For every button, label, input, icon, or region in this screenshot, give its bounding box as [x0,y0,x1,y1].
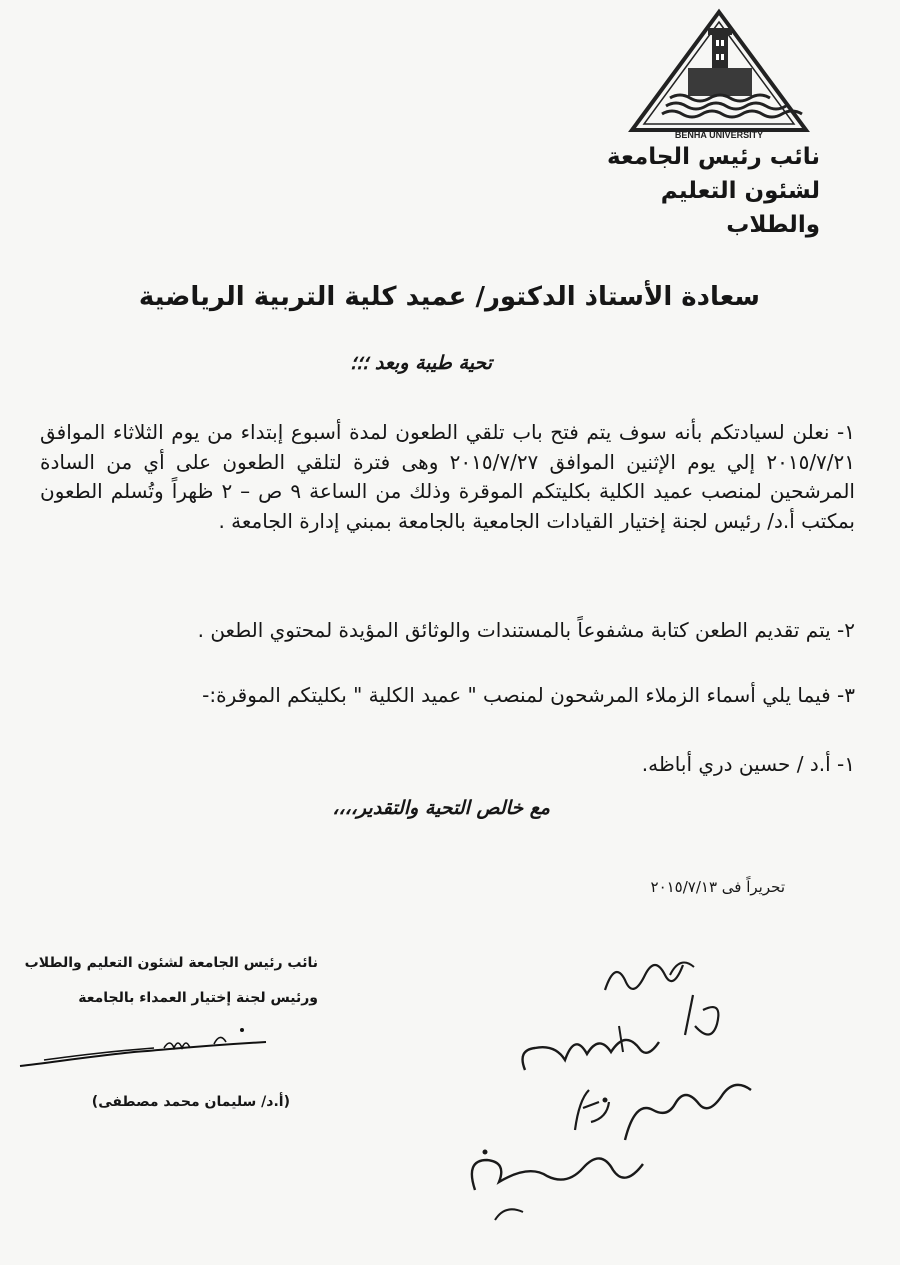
closing-line: مع خالص التحية والتقدير،،،، [332,797,550,819]
signatory-name: (أ.د/ سليمان محمد مصطفى) [91,1094,290,1110]
letterhead-office [560,140,820,242]
logo-caption: BENHA UNIVERSITY [674,130,764,140]
signatory-title-1: نائب رئيس الجامعة لشئون التعليم والطلاب [24,955,318,971]
handwritten-annotation-icon [455,940,775,1240]
body-item-2: ٢- يتم تقديم الطعن كتابة مشفوعاً بالمستندات والوثائق المؤيدة لمحتوي الطعن . [197,618,855,642]
benha-university-logo-icon [626,8,812,142]
handwritten-signature-icon [14,1022,274,1074]
recipient-heading: سعادة الأستاذ الدكتور/ عميد كلية التربية الرياضية [138,282,760,312]
office-line-2: لشئون التعليم والطلاب [660,178,820,238]
date-line: تحريراً فى ٢٠١٥/٧/١٣ [650,878,785,896]
signatory-title-2: ورئيس لجنة إختيار العمداء بالجامعة [78,990,318,1006]
signatory-block [8,946,318,1016]
body-item-3: ٣- فيما يلي أسماء الزملاء المرشحون لمنصب " عميد الكلية " بكليتكم الموقرة:- [202,683,855,707]
greeting: تحية طيبة وبعد ؛؛؛ [350,352,492,374]
office-line-1: نائب رئيس الجامعة [607,144,820,170]
candidate-list-item: ١- أ.د / حسين دري أباظه. [641,752,855,776]
body-item-1: ١- نعلن لسيادتكم بأنه سوف يتم فتح باب تلقي الطعون لمدة أسبوع إبتداء من يوم الثلاثاء الموافق ٢٠١٥/٧/٢١ إلي يوم الإثنين الموافق ٢٠١٥/٧/٢٧ وهى فترة لتلقي الطعون على أي من السادة المرشحين لمنصب عميد الكلية بكليتكم الموقرة وذلك من الساعة ٩ ص – ٢ ظهراً وتُسلم الطعون بمكتب أ.د/ رئيس لجنة إختيار القيادات الجامعية بالجامعة بمبني إدارة الجامعة . [40,420,856,533]
